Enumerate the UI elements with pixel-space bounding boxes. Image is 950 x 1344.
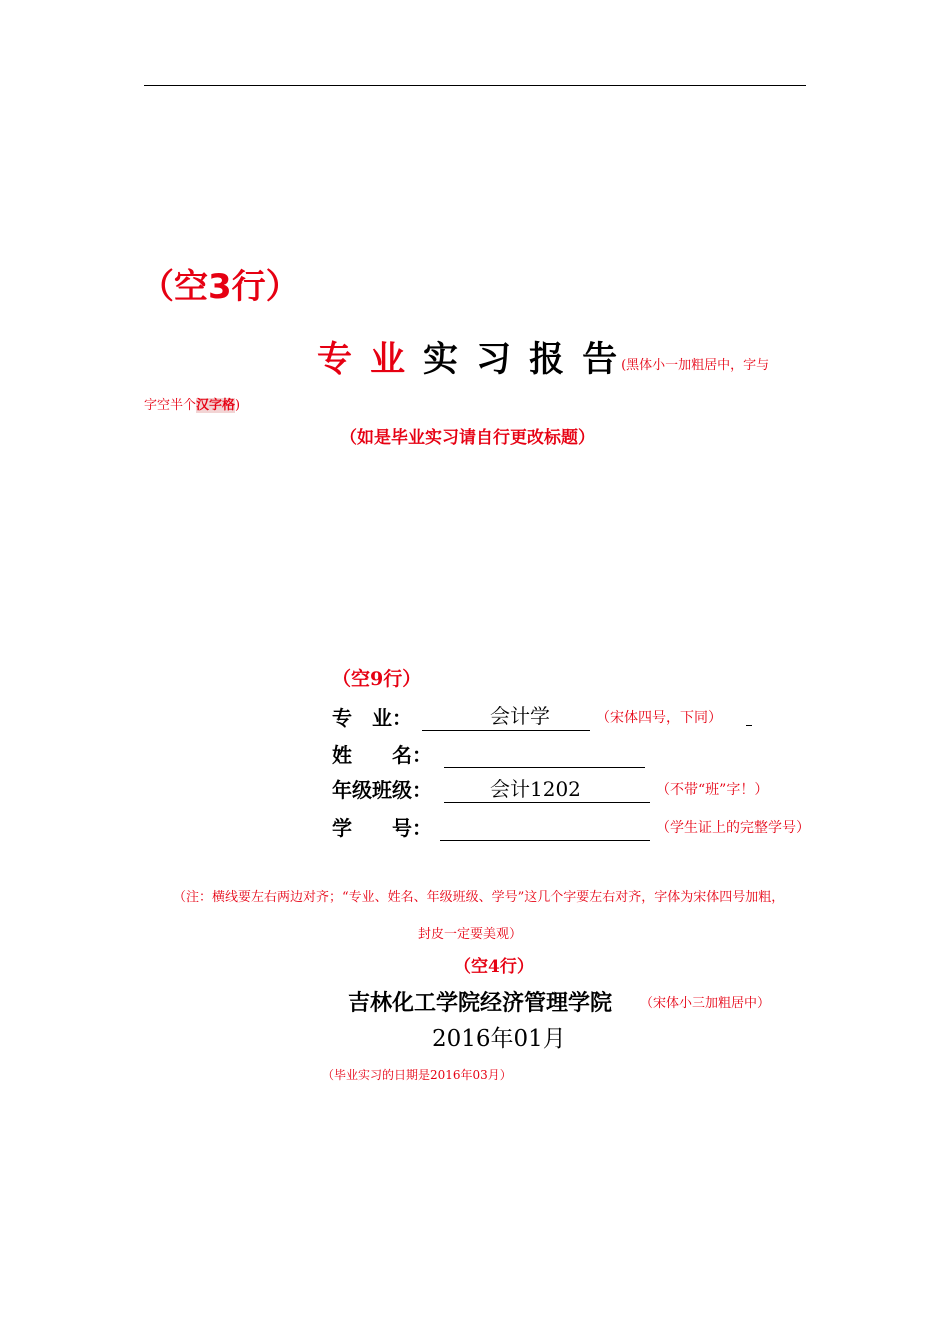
title-format-note-suffix: ) xyxy=(235,398,241,413)
blank-lines-note: （空4行） xyxy=(454,957,534,977)
report-date: 2016年01月 xyxy=(432,1026,566,1052)
title-format-note: (黑体小一加粗居中，字与 xyxy=(621,358,770,373)
retitle-note: （如是毕业实习请自行更改标题） xyxy=(340,428,595,448)
title-char: 报 xyxy=(529,340,565,380)
major-value: 会计学 xyxy=(490,704,550,728)
student-id-note: （学生证上的完整学号） xyxy=(656,820,810,836)
title-char: 实 xyxy=(423,340,459,380)
alignment-note-cont: 封皮一定要美观） xyxy=(418,927,523,942)
class-note: （不带“班”字！） xyxy=(656,782,769,798)
major-note: （宋体四号，下同） xyxy=(596,710,722,726)
title-format-note-highlight: 汉字格 xyxy=(196,398,236,413)
title-char: 业 xyxy=(370,340,406,380)
top-rule xyxy=(144,85,806,86)
student-id-field[interactable] xyxy=(440,814,650,841)
college-format-note: （宋体小三加粗居中） xyxy=(640,996,771,1011)
class-value: 会计1202 xyxy=(490,777,581,801)
major-label: 专 业： xyxy=(332,706,412,730)
alignment-note: （注：横线要左右两边对齐；“专业、姓名、年级班级、学号”这几个字要左右对齐，字体为宋体四号加粗， xyxy=(173,890,785,905)
title-format-note-prefix: 字空半个 xyxy=(144,398,197,413)
date-note: （毕业实习的日期是2016年03月） xyxy=(322,1068,512,1082)
class-label: 年级班级： xyxy=(332,778,432,802)
title-char: 习 xyxy=(476,340,512,380)
name-field[interactable] xyxy=(444,741,645,768)
report-title xyxy=(317,334,769,382)
underline-mark xyxy=(746,725,752,726)
title-char: 专 xyxy=(317,340,353,380)
blank-lines-note: （空3行） xyxy=(140,267,300,307)
title-format-note-cont xyxy=(144,396,240,416)
college-name: 吉林化工学院经济管理学院 xyxy=(348,990,613,1016)
blank-lines-note: （空9行） xyxy=(332,668,422,690)
title-char: 告 xyxy=(582,340,618,380)
student-id-label: 学 号： xyxy=(332,816,432,840)
name-label: 姓 名： xyxy=(332,743,432,767)
